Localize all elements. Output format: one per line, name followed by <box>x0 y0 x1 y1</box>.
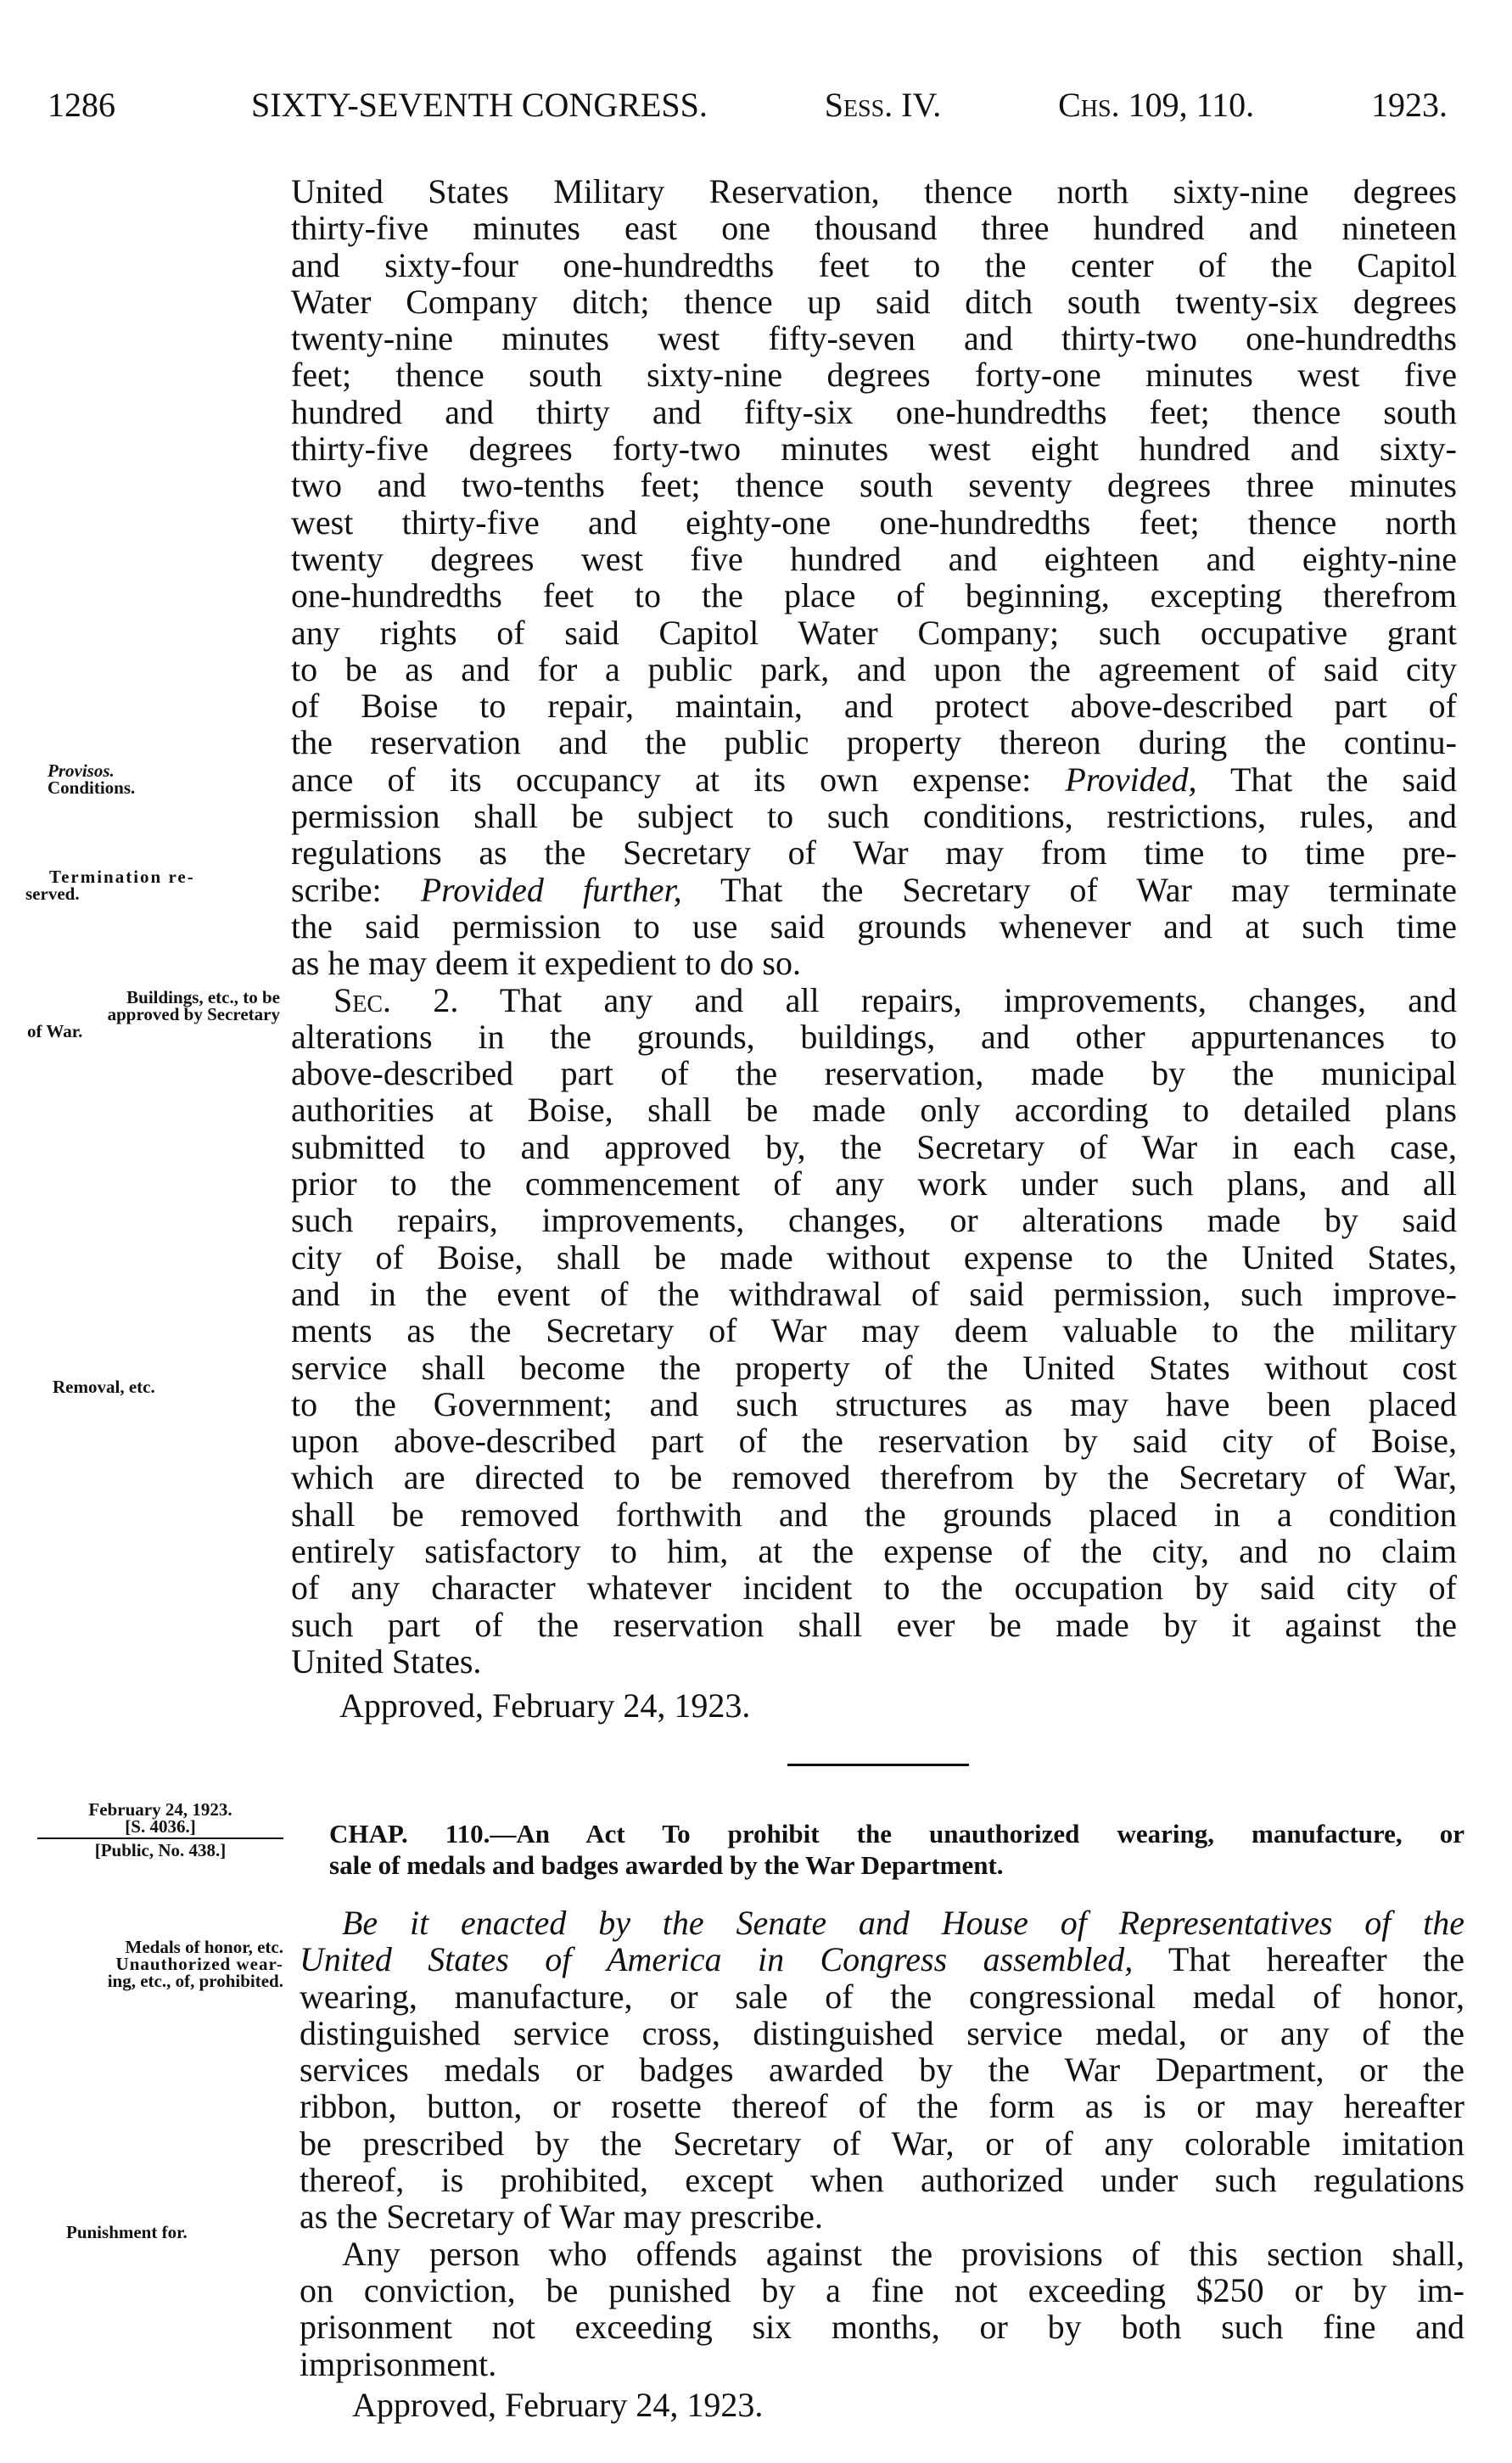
text-run: Sec. <box>333 980 392 1019</box>
text-run: alterations in the grounds, buildings, and other appurtenances to <box>291 1017 1457 1056</box>
text-line <box>291 356 1457 393</box>
text-line <box>291 614 1457 651</box>
note-divider <box>37 1837 283 1839</box>
text-run: ments as the Secretary of War may deem valuable to the military <box>291 1311 1457 1350</box>
text-run: above-described part of the reservation, made by the municipal <box>291 1054 1457 1093</box>
note-buildings-2: approved by Secretary <box>107 1004 280 1024</box>
text-line <box>291 1018 1457 1055</box>
text-line <box>300 2198 1464 2235</box>
text-run: feet; thence south sixty-nine degrees forty-one minutes west five <box>291 356 1457 395</box>
chapter-109-approved: Approved, February 24, 1923. <box>339 1686 751 1725</box>
text-run: of Boise to repair, maintain, and protect above-described part of <box>291 687 1457 726</box>
text-run: twenty degrees west five hundred and eighteen and eighty-nine <box>291 539 1457 578</box>
text-run: to the Government; and such structures as may have been placed <box>291 1384 1457 1423</box>
text-line <box>300 1978 1464 2015</box>
text-line <box>291 1202 1457 1238</box>
text-run: twenty-nine minutes west fifty-seven and thirty-two one-hundredths <box>291 319 1457 358</box>
section-divider <box>787 1764 969 1766</box>
note-buildings-3: of War. <box>27 1021 83 1041</box>
text-run: Be it enacted by the Senate and House of Representatives of the <box>342 1904 1464 1942</box>
text-run: shall be removed forthwith and the grounds placed in a condition <box>291 1495 1457 1534</box>
text-line <box>300 1905 1464 1941</box>
text-line <box>291 173 1457 210</box>
text-run: That the said <box>1196 760 1457 799</box>
text-line <box>291 982 1457 1018</box>
text-line <box>300 2162 1464 2198</box>
chapter-title-line: CHAP. 110.—An Act To prohibit the unauthorized wearing, manufacture, or <box>329 1819 1464 1849</box>
text-run: as he may deem it expedient to do so. <box>291 944 801 983</box>
text-line <box>291 577 1457 614</box>
note-termination-2: served. <box>25 884 80 904</box>
text-line <box>291 1643 1457 1680</box>
text-line <box>300 2346 1464 2382</box>
text-run: Provided, <box>1065 760 1197 799</box>
note-public-law: [Public, No. 438.] <box>94 1840 227 1860</box>
text-line <box>291 1276 1457 1312</box>
text-run: prisonment not exceeding six months, or by both such fine and <box>300 2308 1464 2347</box>
text-run: United States Military Reservation, thence north sixty-nine degrees <box>291 172 1457 210</box>
text-run: thirty-five minutes east one thousand three hundred and nineteen <box>291 209 1457 248</box>
text-line <box>300 2272 1464 2309</box>
text-run: submitted to and approved by, the Secretary of War in each case, <box>291 1127 1457 1166</box>
text-line <box>300 2051 1464 2088</box>
text-run: ribbon, button, or rosette thereof of the form as is or may hereafter <box>300 2087 1464 2126</box>
chapter-110-approved: Approved, February 24, 1923. <box>352 2386 764 2424</box>
text-line <box>291 834 1457 871</box>
text-line <box>291 394 1457 430</box>
note-bill: [S. 4036.] <box>125 1816 196 1837</box>
text-run: and in the event of the withdrawal of said permission, such improve- <box>291 1274 1457 1313</box>
note-conditions: Conditions. <box>48 777 136 798</box>
chapter-title-line: sale of medals and badges awarded by the War Department. <box>329 1850 1004 1880</box>
text-run: United States. <box>291 1641 482 1680</box>
text-run: ance of its occupancy at its own expense: <box>291 760 1066 799</box>
session: Sess. IV. <box>824 86 942 124</box>
text-line <box>291 283 1457 320</box>
text-run: to be as and for a public park, and upon the agreement of said city <box>291 649 1457 688</box>
margin-note-medals <box>34 1938 283 1989</box>
text-run: Water Company ditch; thence up said ditch south twenty-six degrees <box>291 282 1457 321</box>
text-run: Any person who offends against the provisions of this section shall, <box>342 2234 1464 2273</box>
text-line <box>291 724 1457 760</box>
text-run: permission shall be subject to such conditions, restrictions, rules, and <box>291 797 1457 836</box>
running-head <box>251 85 1448 125</box>
text-run: hundred and thirty and fifty-six one-hundredths feet; thence south <box>291 392 1457 431</box>
text-run: such repairs, improvements, changes, or alterations made by said <box>291 1201 1457 1240</box>
text-line <box>291 687 1457 724</box>
text-run: on conviction, be punished by a fine not exceeding $250 or by im- <box>300 2270 1464 2309</box>
note-medals-1: Medals of honor, etc. <box>125 1937 283 1957</box>
text-line <box>291 320 1457 356</box>
text-line <box>291 1239 1457 1276</box>
text-run: distinguished service cross, distinguished service medal, or any of the <box>300 2013 1464 2052</box>
note-provisos: Provisos. <box>48 760 115 781</box>
page-number: 1286 <box>48 86 115 124</box>
text-run: the said permission to use said grounds whenever and at such time <box>291 906 1457 945</box>
chapter-110-title <box>329 1818 1464 1881</box>
text-line <box>300 2236 1464 2272</box>
text-line <box>291 1496 1457 1533</box>
text-run: such part of the reservation shall ever be made by it against the <box>291 1605 1457 1644</box>
text-line <box>291 651 1457 687</box>
text-line <box>291 761 1457 798</box>
text-line <box>291 430 1457 467</box>
text-run: scribe: <box>291 870 421 909</box>
text-run: prior to the commencement of any work under such plans, and all <box>291 1164 1457 1203</box>
note-buildings-1: Buildings, etc., to be <box>126 987 280 1007</box>
note-punishment: Punishment for. <box>66 2222 188 2242</box>
text-run: of any character whatever incident to the occupation by said city of <box>291 1568 1457 1607</box>
margin-note-provisos <box>48 762 135 796</box>
text-line <box>300 1941 1464 1978</box>
text-run: as the Secretary of War may prescribe. <box>300 2197 823 2236</box>
margin-note-bill-info <box>37 1801 283 1859</box>
text-run: any rights of said Capitol Water Company; such occupative grant <box>291 613 1457 652</box>
margin-note-buildings <box>27 989 280 1040</box>
text-run: upon above-described part of the reservation by said city of Boise, <box>291 1422 1457 1461</box>
text-run: services medals or badges awarded by the War Department, or the <box>300 2051 1464 2090</box>
note-medals-3: ing, etc., of, prohibited. <box>107 1971 283 1991</box>
text-run: That the Secretary of War may terminate <box>681 870 1457 909</box>
text-run: United States of America in Congress assembled, <box>300 1940 1134 1979</box>
text-line <box>291 541 1457 577</box>
text-run: be prescribed by the Secretary of War, or of any colorable imitation <box>300 2124 1464 2163</box>
chapter-110-text <box>300 1905 1464 2382</box>
text-line <box>291 1386 1457 1422</box>
text-run: 2. That any and all repairs, improvements, changes, and <box>391 980 1457 1019</box>
chapter-109-text <box>291 173 1457 1680</box>
text-line <box>291 908 1457 945</box>
text-line <box>291 1533 1457 1569</box>
text-line <box>291 1349 1457 1386</box>
year: 1923. <box>1370 86 1448 124</box>
text-line <box>291 1091 1457 1128</box>
text-line <box>291 1607 1457 1643</box>
text-line <box>291 798 1457 834</box>
margin-note-termination <box>25 868 276 902</box>
chapters: Chs. 109, 110. <box>1058 86 1255 124</box>
text-line <box>291 1569 1457 1606</box>
note-removal: Removal, etc. <box>53 1377 155 1397</box>
text-run: the reservation and the public property thereon during the continu- <box>291 723 1457 762</box>
text-run: thereof, is prohibited, except when authorized under such regulations <box>300 2161 1464 2200</box>
text-line <box>291 247 1457 283</box>
text-line <box>300 2309 1464 2345</box>
note-medals-2: Unauthorized wear- <box>115 1954 283 1974</box>
text-run: regulations as the Secretary of War may from time to time pre- <box>291 833 1457 872</box>
note-date: February 24, 1923. <box>88 1799 232 1820</box>
margin-note-removal <box>53 1378 155 1395</box>
text-run: authorities at Boise, shall be made only according to detailed plans <box>291 1091 1457 1130</box>
congress-title: SIXTY-SEVENTH CONGRESS. <box>251 86 708 124</box>
page-header <box>48 85 1448 127</box>
text-line <box>300 2015 1464 2051</box>
text-line <box>291 1459 1457 1495</box>
text-line <box>291 467 1457 503</box>
text-line <box>291 504 1457 541</box>
text-run: service shall become the property of the United States without cost <box>291 1348 1457 1387</box>
text-line <box>291 210 1457 246</box>
text-line <box>291 872 1457 908</box>
text-line <box>291 945 1457 981</box>
text-run: two and two-tenths feet; thence south seventy degrees three minutes <box>291 466 1457 505</box>
text-run: Provided further, <box>420 870 682 909</box>
margin-note-punishment <box>66 2224 188 2241</box>
text-run: That hereafter the <box>1133 1940 1464 1979</box>
text-run: one-hundredths feet to the place of beginning, excepting therefrom <box>291 576 1457 615</box>
text-line <box>300 2125 1464 2162</box>
text-line <box>291 1165 1457 1202</box>
text-line <box>291 1312 1457 1349</box>
text-run: thirty-five degrees forty-two minutes west eight hundred and sixty- <box>291 429 1457 468</box>
text-run: entirely satisfactory to him, at the expense of the city, and no claim <box>291 1531 1457 1570</box>
text-run: which are directed to be removed therefrom by the Secretary of War, <box>291 1458 1457 1497</box>
text-line <box>291 1129 1457 1165</box>
text-run: imprisonment. <box>300 2344 497 2383</box>
text-line <box>291 1422 1457 1459</box>
text-run: west thirty-five and eighty-one one-hundredths feet; thence north <box>291 502 1457 541</box>
text-run: and sixty-four one-hundredths feet to the center of the Capitol <box>291 245 1457 284</box>
text-line <box>291 1055 1457 1091</box>
text-run: wearing, manufacture, or sale of the congressional medal of honor, <box>300 1977 1464 2016</box>
text-line <box>300 2088 1464 2124</box>
text-run: city of Boise, shall be made without expense to the United States, <box>291 1237 1457 1276</box>
note-termination-1: Termination re- <box>49 867 195 887</box>
